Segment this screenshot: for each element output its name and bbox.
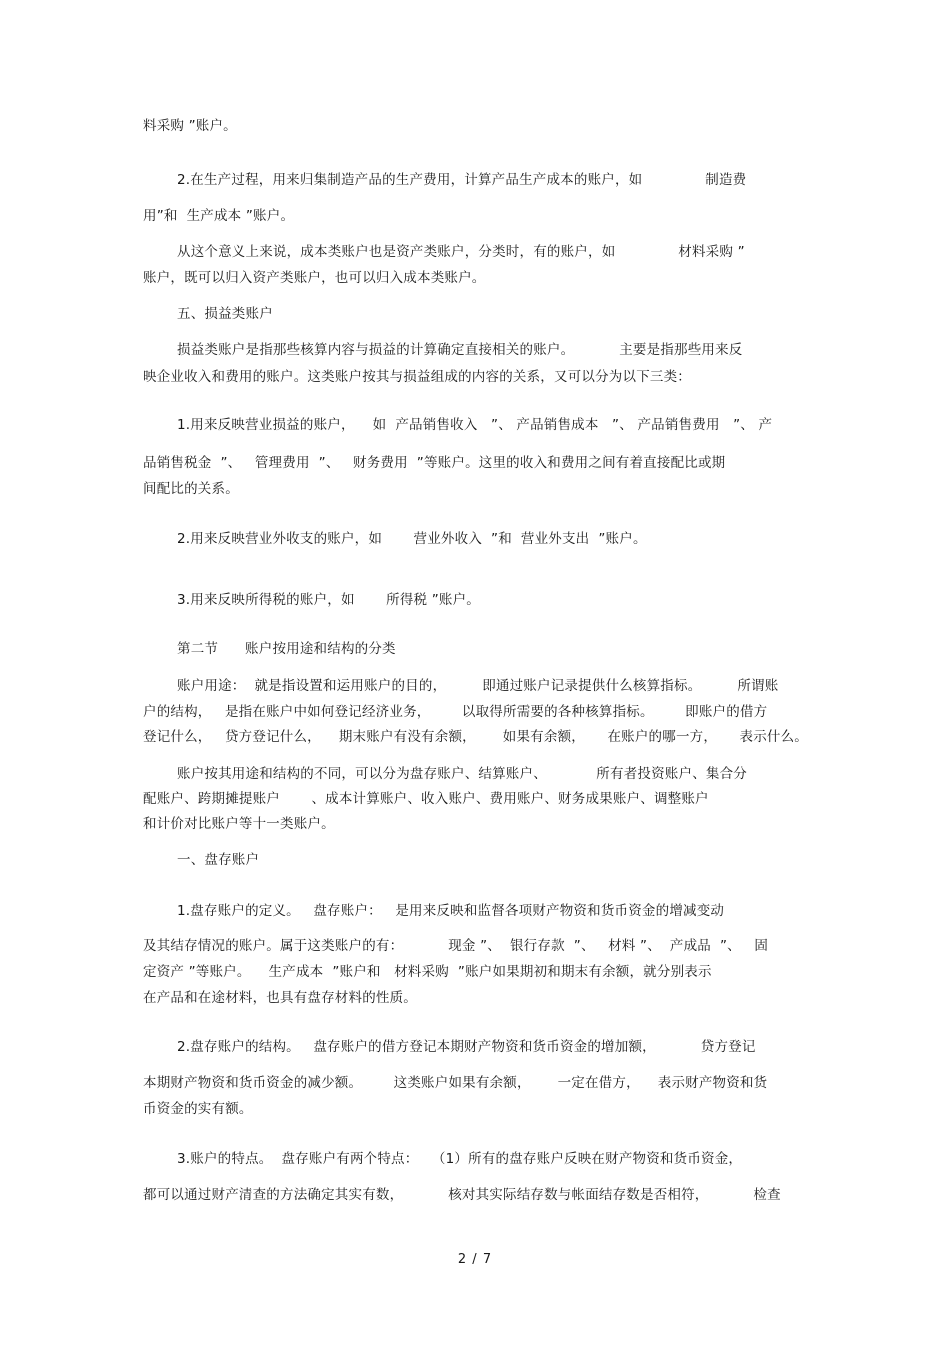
text-line: 3.账户的特点。 盘存账户有两个特点： （1）所有的盘存账户反映在财产物资和货币资金，: [177, 1151, 743, 1167]
text-line: 本期财产物资和货币资金的减少额。 这类账户如果有余额， 一定在借方， 表示财产物资和货: [143, 1075, 768, 1091]
text-line: 币资金的实有额。: [143, 1101, 253, 1117]
text-line: 户的结构， 是指在账户中如何登记经济业务， 以取得所需要的各种核算指标。 即账户的借方: [143, 704, 768, 720]
text-line: 料采购 ”账户。: [143, 118, 237, 134]
text-line: 用”和 生产成本 ”账户。: [143, 208, 295, 224]
text-line: 都可以通过财产清查的方法确定其实有数， 核对其实际结存数与帐面结存数是否相符， 检查: [143, 1187, 781, 1203]
text-line: 映企业收入和费用的账户。这类账户按其与损益组成的内容的关系，又可以分为以下三类：: [143, 369, 691, 385]
text-line: 1.用来反映营业损益的账户， 如 产品销售收入 ”、 产品销售成本 ”、 产品销售费用 ”、 产: [177, 417, 773, 433]
text-line: 配账户、跨期摊提账户 、成本计算账户、收入账户、费用账户、财务成果账户、调整账户: [143, 791, 709, 807]
text-line: 账户，既可以归入资产类账户，也可以归入成本类账户。: [143, 270, 486, 286]
text-line: 2.用来反映营业外收支的账户，如 营业外收入 ”和 营业外支出 ”账户。: [177, 531, 647, 547]
text-line: 品销售税金 ”、 管理费用 ”、 财务费用 ”等账户。这里的收入和费用之间有着直接配比或期: [143, 455, 726, 471]
text-line: 在产品和在途材料，也具有盘存材料的性质。: [143, 990, 417, 1006]
text-line: 账户用途： 就是指设置和运用账户的目的， 即通过账户记录提供什么核算指标。 所谓账: [177, 678, 779, 694]
page-number: 2 / 7: [457, 1252, 493, 1267]
text-line: 和计价对比账户等十一类账户。: [143, 816, 335, 832]
text-line: 2.在生产过程，用来归集制造产品的生产费用，计算产品生产成本的账户，如 制造费: [177, 172, 747, 188]
text-line: 损益类账户是指那些核算内容与损益的计算确定直接相关的账户。 主要是指那些用来反: [177, 342, 743, 358]
section-heading: 五、损益类账户: [177, 306, 273, 322]
text-line: 2.盘存账户的结构。 盘存账户的借方登记本期财产物资和货币资金的增加额， 贷方登记: [177, 1039, 756, 1055]
text-line: 3.用来反映所得税的账户，如 所得税 ”账户。: [177, 592, 481, 608]
text-line: 从这个意义上来说，成本类账户也是资产类账户，分类时，有的账户，如 材料采购 ”: [177, 244, 745, 260]
text-line: 定资产 ”等账户。 生产成本 ”账户和 材料采购 ”账户如果期初和期末有余额，就分别表示: [143, 964, 712, 980]
text-line: 1.盘存账户的定义。 盘存账户： 是用来反映和监督各项财产物资和货币资金的增减变动: [177, 903, 725, 919]
section-heading: 一、盘存账户: [177, 852, 260, 868]
text-line: 登记什么， 贷方登记什么， 期末账户有没有余额， 如果有余额， 在账户的哪一方， 表示什么。: [143, 729, 808, 745]
text-line: 及其结存情况的账户。属于这类账户的有： 现金 ”、 银行存款 ”、 材料 ”、 产成品 ”、 固: [143, 938, 769, 954]
text-line: 账户按其用途和结构的不同，可以分为盘存账户、结算账户、 所有者投资账户、集合分: [177, 766, 748, 782]
text-line: 间配比的关系。: [143, 481, 239, 497]
section-heading: 第二节 账户按用途和结构的分类: [177, 641, 396, 657]
